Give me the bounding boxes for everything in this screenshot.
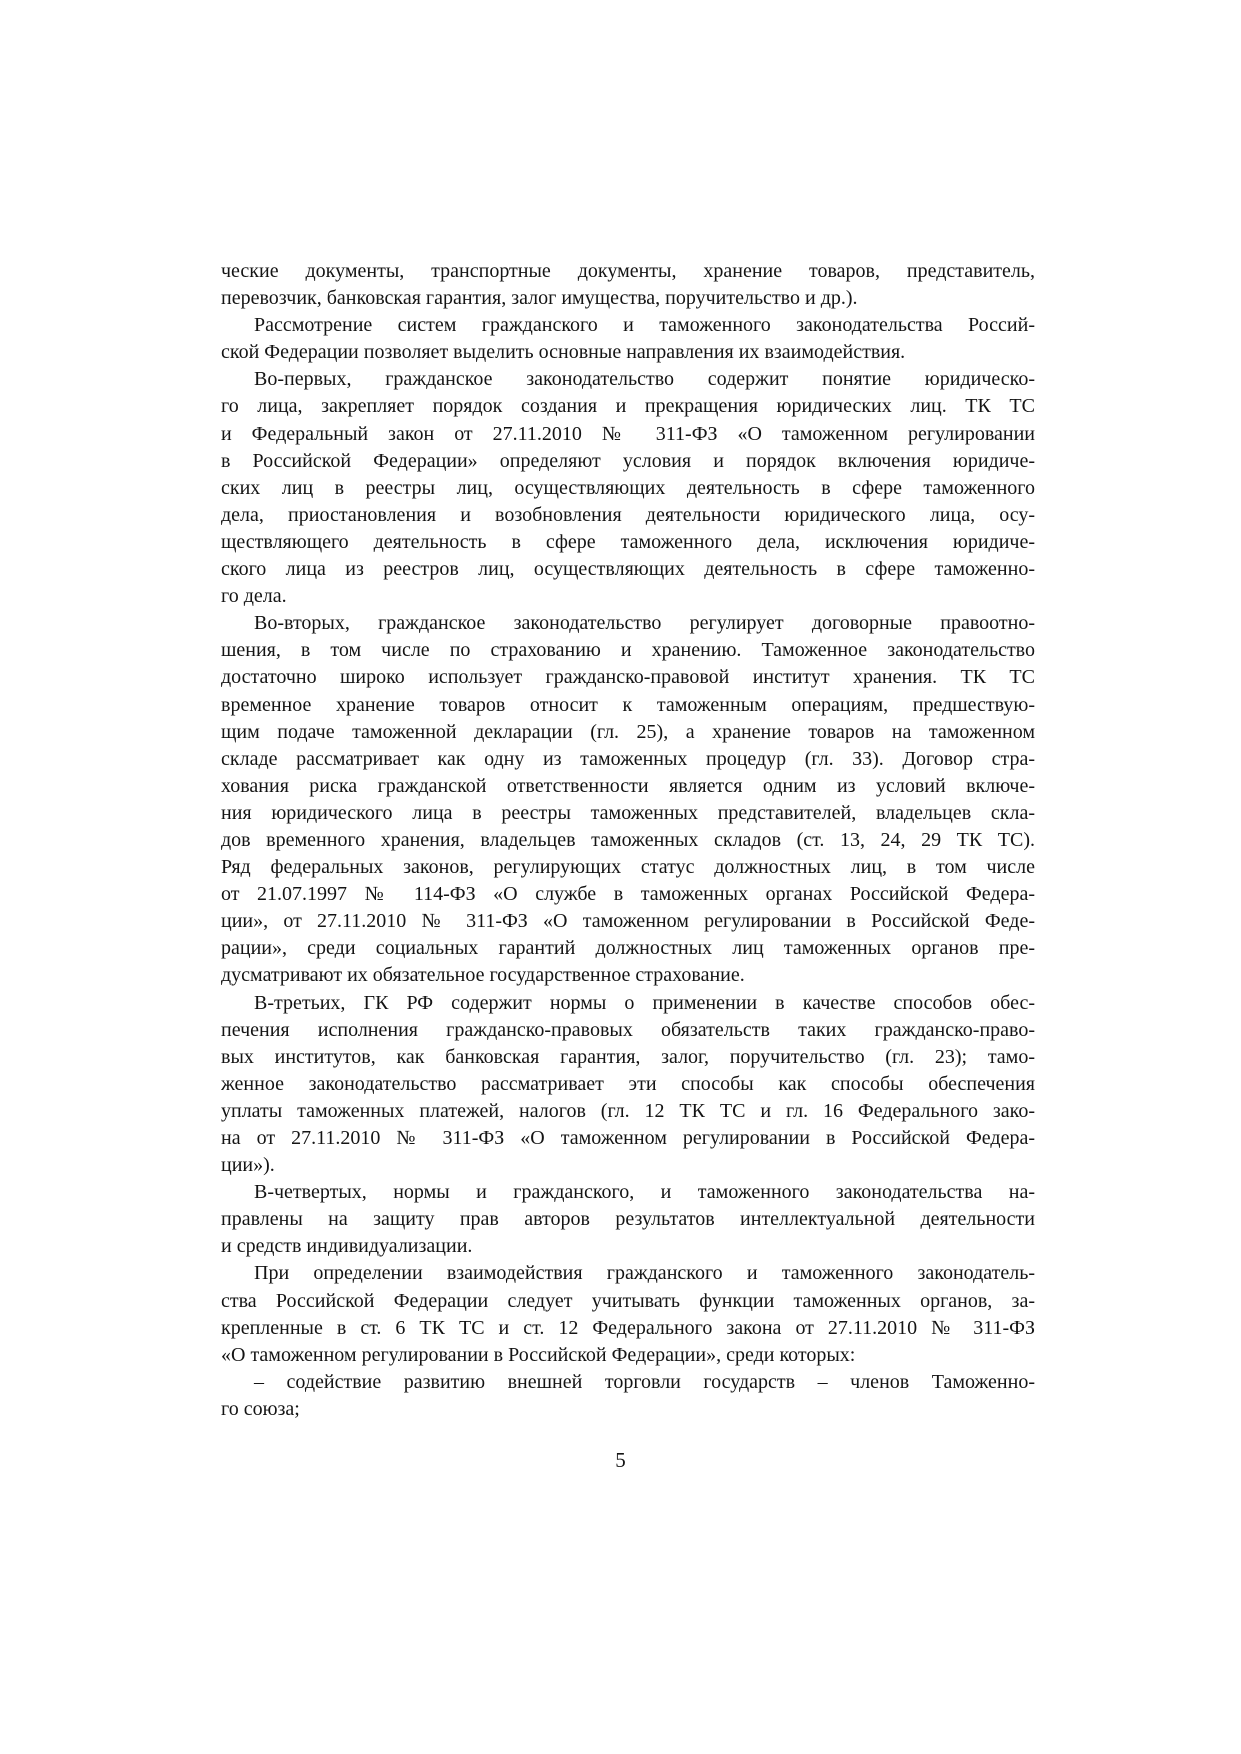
text-line: складе рассматривает как одну из таможенных процедур (гл. 33). Договор стра- [221, 747, 1035, 770]
text-line: «О таможенном регулировании в Российской Федерации», среди которых: [221, 1343, 856, 1366]
text-line: ческие документы, транспортные документы, хранение товаров, представитель, [221, 260, 1035, 282]
text-line: При определении взаимодействия гражданского и таможенного законодатель- [254, 1262, 1035, 1285]
text-line: ского лица из реестров лиц, осуществляющих деятельность в сфере таможенно- [221, 558, 1035, 581]
paragraph [221, 1369, 1035, 1423]
page-number: 5 [615, 1448, 626, 1472]
text-line: – содействие развитию внешней торговли государств – членов Таможенно- [254, 1370, 1035, 1393]
paragraph [221, 990, 1035, 1180]
page-text-block [221, 258, 1035, 1423]
text-line: дела, приостановления и возобновления деятельности юридического лица, осу- [221, 503, 1035, 526]
text-line: В-третьих, ГК РФ содержит нормы о применении в качестве способов обес- [254, 991, 1035, 1014]
text-line: ществляющего деятельность в сфере таможенного дела, исключения юридиче- [221, 530, 1035, 553]
text-line: ции», от 27.11.2010 № 311-ФЗ «О таможенном регулировании в Российской Феде- [221, 910, 1035, 933]
text-line: правлены на защиту прав авторов результатов интеллектуальной деятельности [221, 1208, 1035, 1231]
text-line: ции»). [221, 1154, 275, 1177]
text-line: от 21.07.1997 № 114-ФЗ «О службе в таможенных органах Российской Федера- [221, 883, 1035, 906]
paragraph [221, 366, 1035, 610]
paragraph [221, 610, 1035, 989]
text-line: хования риска гражданской ответственности является одним из условий включе- [221, 774, 1035, 797]
text-line: ских лиц в реестры лиц, осуществляющих деятельность в сфере таможенного [221, 476, 1035, 499]
text-line: Во-вторых, гражданское законодательство регулирует договорные правоотно- [254, 612, 1035, 635]
text-line: и средств индивидуализации. [221, 1235, 473, 1258]
text-line: ской Федерации позволяет выделить основные направления их взаимодействия. [221, 341, 906, 364]
text-line: В-четвертых, нормы и гражданского, и таможенного законодательства на- [254, 1181, 1035, 1204]
text-line: Ряд федеральных законов, регулирующих статус должностных лиц, в том числе [221, 856, 1035, 879]
text-line: вых институтов, как банковская гарантия, залог, поручительство (гл. 23); тамо- [221, 1045, 1035, 1068]
text-line: дусматривают их обязательное государственное страхование. [221, 964, 745, 987]
text-line: крепленные в ст. 6 ТК ТС и ст. 12 Федерального закона от 27.11.2010 № 311-ФЗ [221, 1316, 1035, 1339]
text-line: уплаты таможенных платежей, налогов (гл. 12 ТК ТС и гл. 16 Федерального зако- [221, 1099, 1035, 1122]
paragraph [221, 258, 1035, 312]
text-line: в Российской Федерации» определяют условия и порядок включения юридиче- [221, 449, 1035, 472]
text-line: женное законодательство рассматривает эти способы как способы обеспечения [221, 1072, 1035, 1095]
text-line: Во-первых, гражданское законодательство содержит понятие юридическо- [254, 368, 1035, 391]
text-line: рации», среди социальных гарантий должностных лиц таможенных органов пре- [221, 937, 1035, 960]
text-line: шения, в том числе по страхованию и хранению. Таможенное законодательство [221, 639, 1035, 662]
text-line: временное хранение товаров относит к таможенным операциям, предшествую- [221, 693, 1035, 716]
text-line: ства Российской Федерации следует учитывать функции таможенных органов, за- [221, 1289, 1035, 1312]
text-line: Рассмотрение систем гражданского и таможенного законодательства Россий- [254, 314, 1035, 337]
text-line: ния юридического лица в реестры таможенных представителей, владельцев скла- [221, 801, 1035, 824]
text-line: и Федеральный закон от 27.11.2010 № 311-ФЗ «О таможенном регулировании [221, 422, 1035, 445]
text-line: го лица, закрепляет порядок создания и прекращения юридических лиц. ТК ТС [221, 395, 1035, 418]
text-line: го союза; [221, 1397, 300, 1420]
text-line: достаточно широко использует гражданско-правовой институт хранения. ТК ТС [221, 666, 1035, 689]
text-line: перевозчик, банковская гарантия, залог имущества, поручительство и др.). [221, 287, 858, 310]
paragraph [221, 1179, 1035, 1260]
text-line: го дела. [221, 585, 287, 608]
text-line: на от 27.11.2010 № 311-ФЗ «О таможенном регулировании в Российской Федера- [221, 1127, 1035, 1149]
paragraph [221, 1260, 1035, 1368]
text-line: печения исполнения гражданско-правовых обязательств таких гражданско-право- [221, 1018, 1035, 1041]
text-line: щим подаче таможенной декларации (гл. 25), а хранение товаров на таможенном [221, 720, 1035, 743]
paragraph [221, 312, 1035, 366]
text-line: дов временного хранения, владельцев таможенных складов (ст. 13, 24, 29 ТК ТС). [221, 828, 1035, 851]
